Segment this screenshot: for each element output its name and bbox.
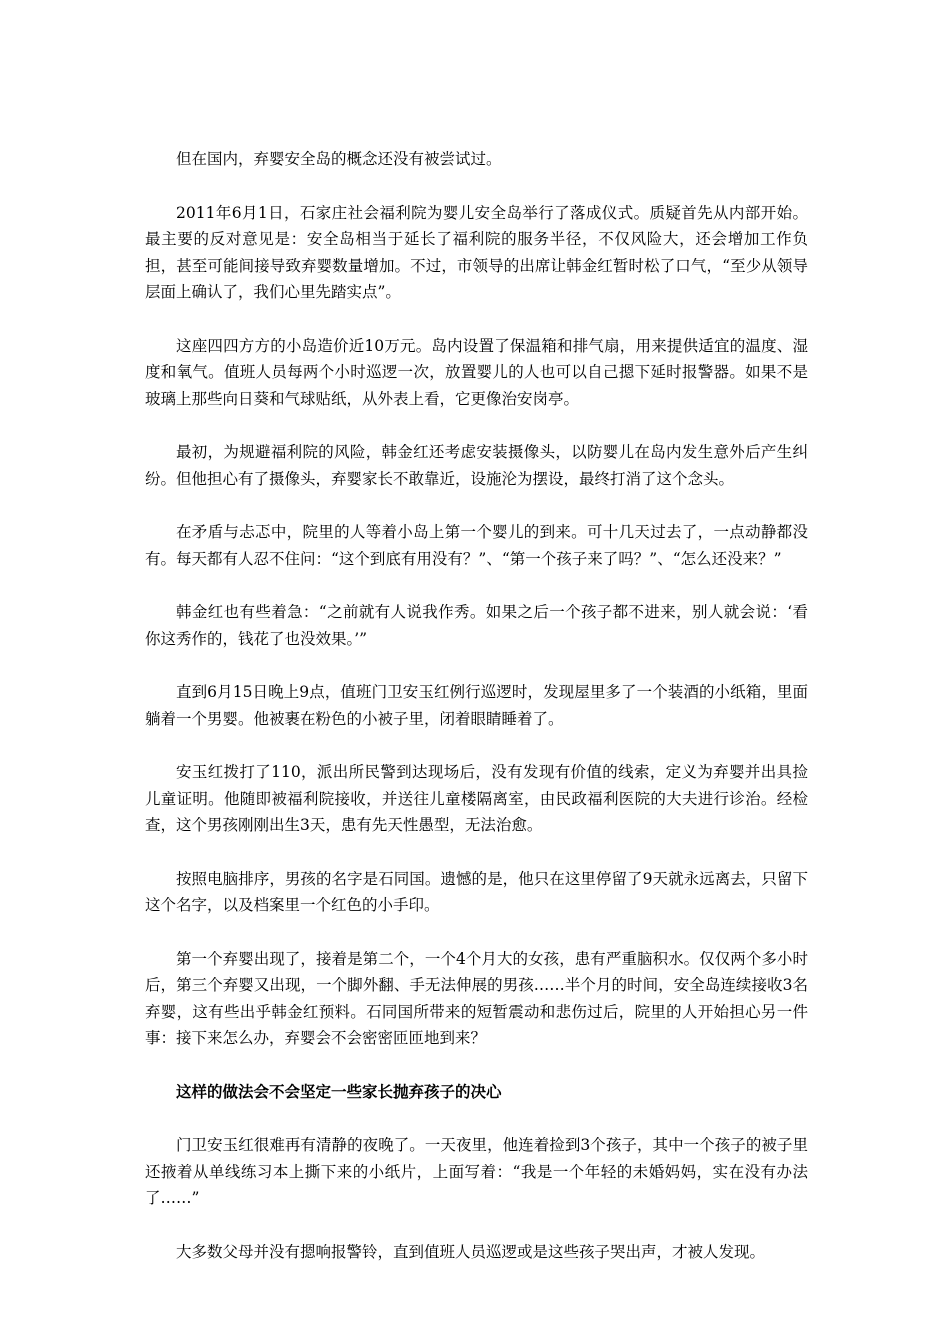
- paragraph-6: 韩金红也有些着急：“之前就有人说我作秀。如果之后一个孩子都不进来，别人就会说：‘看你这秀作的，钱花了也没效果。’”: [145, 603, 808, 648]
- section-heading: 这样的做法会不会坚定一些家长抛弃孩子的决心: [176, 1081, 502, 1101]
- paragraph-3: 这座四四方方的小岛造价近10万元。岛内设置了保温箱和排气扇，用来提供适宜的温度、湿度和氧气。值班人员每两个小时巡逻一次，放置婴儿的人也可以自己摁下延时报警器。如果不是玻璃上那些向日葵和气球贴纸，从外表上看，它更像治安岗亭。: [145, 336, 808, 408]
- paragraph-9: 按照电脑排序，男孩的名字是石同国。遗憾的是，他只在这里停留了9天就永远离去，只留下这个名字，以及档案里一个红色的小手印。: [145, 869, 808, 914]
- paragraph-2: 2011年6月1日，石家庄社会福利院为婴儿安全岛举行了落成仪式。质疑首先从内部开始。最主要的反对意见是：安全岛相当于延长了福利院的服务半径，不仅风险大，还会增加工作负担，甚至可能间接导致弃婴数量增加。不过，市领导的出席让韩金红暂时松了口气，“至少从领导层面上确认了，我们心里先踏实点”。: [145, 203, 808, 301]
- paragraph-4: 最初，为规避福利院的风险，韩金红还考虑安装摄像头，以防婴儿在岛内发生意外后产生纠纷。但他担心有了摄像头，弃婴家长不敢靠近，设施沦为摆设，最终打消了这个念头。: [145, 443, 808, 488]
- paragraph-11: 门卫安玉红很难再有清静的夜晚了。一天夜里，他连着捡到3个孩子，其中一个孩子的被子里还掖着从单线练习本上撕下来的小纸片，上面写着：“我是一个年轻的未婚妈妈，实在没有办法了……”: [145, 1136, 808, 1207]
- paragraph-5: 在矛盾与忐忑中，院里的人等着小岛上第一个婴儿的到来。可十几天过去了，一点动静都没有。每天都有人忍不住问：“这个到底有用没有？”、“第一个孩子来了吗？”、“怎么还没来？”: [145, 523, 808, 568]
- paragraph-1: 但在国内，弃婴安全岛的概念还没有被尝试过。: [176, 150, 502, 168]
- paragraph-7: 直到6月15日晚上9点，值班门卫安玉红例行巡逻时，发现屋里多了一个装酒的小纸箱，里面躺着一个男婴。他被裹在粉色的小被子里，闭着眼睛睡着了。: [145, 683, 808, 728]
- article-body: [145, 146, 808, 1292]
- paragraph-12: 大多数父母并没有摁响报警铃，直到值班人员巡逻或是这些孩子哭出声，才被人发现。: [176, 1242, 766, 1261]
- paragraph-10: 第一个弃婴出现了，接着是第二个，一个4个月大的女孩，患有严重脑积水。仅仅两个多小时后，第三个弃婴又出现，一个脚外翻、手无法伸展的男孩……半个月的时间，安全岛连续接收3名弃婴，这有些出乎韩金红预料。石同国所带来的短暂震动和悲伤过后，院里的人开始担心另一件事：接下来怎么办，弃婴会不会密密匝匝地到来？: [145, 949, 808, 1047]
- paragraph-8: 安玉红拨打了110，派出所民警到达现场后，没有发现有价值的线索，定义为弃婴并出具捡儿童证明。他随即被福利院接收，并送往儿童楼隔离室，由民政福利医院的大夫进行诊治。经检查，这个男孩刚刚出生3天，患有先天性愚型，无法治愈。: [145, 763, 808, 834]
